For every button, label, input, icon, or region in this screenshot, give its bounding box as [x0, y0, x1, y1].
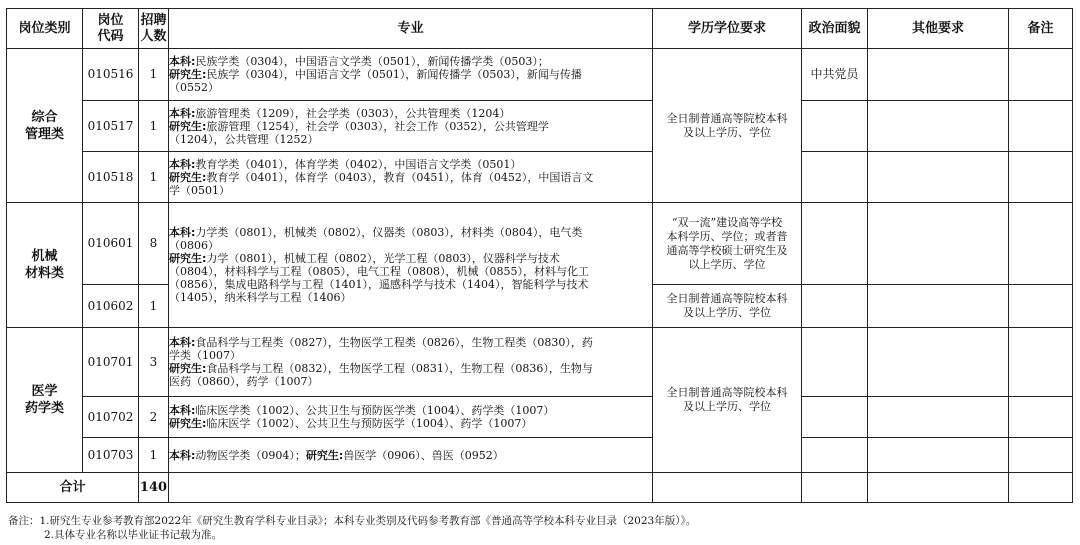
- undergrad-label: 本科:: [169, 404, 196, 417]
- header-count-line1: 招聘: [140, 12, 167, 28]
- other-requirement: [868, 397, 1009, 438]
- major-line: [169, 107, 652, 120]
- header-remark: 备注: [1009, 9, 1073, 49]
- grad-label: 研究生:: [169, 417, 207, 430]
- grad-label: 研究生:: [169, 252, 207, 265]
- total-value: 140: [139, 473, 169, 503]
- major-text: （1405），纳米科学与工程（1406）: [169, 291, 352, 304]
- undergrad-label: 本科:: [169, 55, 196, 68]
- header-count-line2: 人数: [140, 28, 167, 44]
- header-other: 其他要求: [868, 9, 1009, 49]
- table-row: [7, 49, 1073, 101]
- major-text: 民族学类（0304），中国语言文学类（0501），新闻传播学类（0503）；: [195, 55, 549, 68]
- education-line: 及以上学历、学位: [683, 125, 771, 139]
- remark-cell: [1009, 49, 1073, 101]
- footnote-1: 备注：1.研究生专业参考教育部2022年《研究生教育学科专业目录》；本科专业类别及代码参考教育部《普通高等学校本科专业目录（2023年版）》。: [8, 515, 697, 527]
- education-line: 及以上学历、学位: [683, 400, 771, 413]
- recruit-count: 1: [139, 49, 169, 101]
- header-education: 学历学位要求: [653, 9, 802, 49]
- major-text: 兽医学（0906）、兽医（0952）: [343, 448, 504, 462]
- header-political: 政治面貌: [802, 9, 868, 49]
- category-line1: 综合: [31, 109, 58, 125]
- major-text: 医药（0860），药学（1007）: [169, 375, 319, 388]
- position-code: 010601: [83, 203, 139, 285]
- category-line2: 管理类: [24, 126, 64, 142]
- position-code: 010517: [83, 101, 139, 152]
- major-line: [169, 120, 652, 133]
- education-line: 通高等学校硕士研究生及: [666, 243, 788, 257]
- remark-cell: [1009, 328, 1073, 397]
- category-line2: 药学类: [24, 401, 64, 416]
- major-line: [169, 449, 652, 462]
- major-line: [169, 171, 652, 184]
- header-count: [139, 9, 169, 49]
- other-requirement: [868, 438, 1009, 473]
- major-text: 力学（0801），机械工程（0802），光学工程（0803），仪器科学与技术: [206, 252, 560, 265]
- political-status: [802, 397, 868, 438]
- major-cell: [169, 397, 653, 438]
- total-other: [868, 473, 1009, 503]
- education-requirement: [653, 203, 802, 285]
- position-code: 010703: [83, 438, 139, 473]
- undergrad-label: 本科:: [169, 448, 196, 462]
- remark-cell: [1009, 101, 1073, 152]
- major-text: 临床医学（1002）、公共卫生与预防医学（1004）、药学（1007）: [206, 417, 533, 430]
- category-medicine-pharmacy: [7, 328, 83, 473]
- table-row: [7, 328, 1073, 397]
- category-line1: 机械: [31, 249, 58, 264]
- position-code: 010518: [83, 152, 139, 203]
- major-text: 民族学（0304），中国语言文学（0501），新闻传播学（0503），新闻与传播: [206, 68, 582, 81]
- table-row: [7, 152, 1073, 203]
- major-text: （0806）: [169, 239, 219, 252]
- major-line: [169, 55, 652, 68]
- major-line: [169, 417, 652, 430]
- header-category: 岗位类别: [7, 9, 83, 49]
- remark-cell: [1009, 152, 1073, 203]
- header-major: 专业: [169, 9, 653, 49]
- education-line: 全日制普通高等院校本科: [666, 292, 788, 305]
- major-text: 力学类（0801），机械类（0802），仪器类（0803），材料类（0804），电气类: [195, 226, 583, 239]
- major-text: （0856），集成电路科学与工程（1401），遥感科学与技术（1404），智能科学与技术: [169, 278, 589, 291]
- political-status: 中共党员: [802, 49, 868, 101]
- other-requirement: [868, 49, 1009, 101]
- remark-cell: [1009, 397, 1073, 438]
- major-text: 学类（1007）: [169, 349, 241, 362]
- major-text: （1204），公共管理（1252）: [169, 132, 319, 146]
- major-cell: [169, 438, 653, 473]
- major-text: 食品科学与工程类（0827），生物医学工程类（0826），生物工程类（0830），药: [195, 336, 593, 349]
- position-code: 010702: [83, 397, 139, 438]
- category-general-management: [7, 49, 83, 203]
- education-line: “双一流”建设高等学校: [671, 215, 783, 229]
- major-text: 旅游管理（1254），社会学（0303），社会工作（0352），公共管理学: [206, 119, 549, 133]
- other-requirement: [868, 328, 1009, 397]
- major-text: 临床医学类（1002）、公共卫生与预防医学类（1004）、药学类（1007）: [195, 404, 555, 417]
- header-code-line1: 岗位: [97, 12, 124, 28]
- recruit-count: 1: [139, 438, 169, 473]
- total-label: 合计: [7, 473, 139, 503]
- recruitment-table: [6, 8, 1073, 503]
- political-status: [802, 438, 868, 473]
- undergrad-label: 本科:: [169, 226, 196, 239]
- education-line: 及以上学历、学位: [683, 306, 771, 319]
- recruit-count: 1: [139, 152, 169, 203]
- political-status: [802, 203, 868, 285]
- major-line: [169, 336, 652, 349]
- total-major: [169, 473, 653, 503]
- undergrad-label: 本科:: [169, 106, 196, 120]
- other-requirement: [868, 203, 1009, 285]
- undergrad-label: 本科:: [169, 336, 196, 349]
- other-requirement: [868, 101, 1009, 152]
- grad-label: 研究生:: [169, 68, 207, 81]
- grad-label: 研究生:: [169, 170, 207, 184]
- remark-cell: [1009, 438, 1073, 473]
- grad-label: 研究生:: [169, 119, 207, 133]
- major-cell: [169, 203, 653, 328]
- remark-cell: [1009, 285, 1073, 328]
- table-row: [7, 101, 1073, 152]
- major-line: [169, 252, 652, 265]
- education-line: 以上学历、学位: [688, 257, 766, 271]
- major-cell: [169, 152, 653, 203]
- total-remark: [1009, 473, 1073, 503]
- category-line2: 材料类: [24, 266, 64, 281]
- remark-cell: [1009, 203, 1073, 285]
- footnote-2: 2.具体专业名称以毕业证书记载为准。: [44, 529, 223, 541]
- recruit-count: 8: [139, 203, 169, 285]
- other-requirement: [868, 285, 1009, 328]
- undergrad-label: 本科:: [169, 157, 196, 171]
- recruit-count: 3: [139, 328, 169, 397]
- grad-label: 研究生:: [305, 448, 344, 462]
- major-line: [169, 68, 652, 81]
- major-line: [169, 362, 652, 375]
- major-text: （0804），材料科学与工程（0805），电气工程（0808），机械（0855），材料与化工: [169, 265, 589, 278]
- table-row: [7, 203, 1073, 285]
- grad-label: 研究生:: [169, 362, 207, 375]
- major-text: 教育学（0401），体育学（0403），教育（0451），体育（0452），中国语言文: [206, 170, 594, 184]
- education-requirement: [653, 328, 802, 473]
- header-code-line2: 代码: [97, 28, 124, 44]
- position-code: 010516: [83, 49, 139, 101]
- category-line1: 医学: [31, 384, 58, 399]
- education-line: 全日制普通高等院校本科: [666, 386, 788, 399]
- other-requirement: [868, 152, 1009, 203]
- total-row: [7, 473, 1073, 503]
- major-text: （0552）: [169, 81, 219, 94]
- recruit-count: 1: [139, 101, 169, 152]
- major-text: 教育学类（0401），体育学类（0402），中国语言文学类（0501）: [195, 157, 522, 171]
- major-line: [169, 404, 652, 417]
- table-row: [7, 397, 1073, 438]
- header-row: [7, 9, 1073, 49]
- education-requirement: [653, 49, 802, 203]
- political-status: [802, 285, 868, 328]
- header-code: [83, 9, 139, 49]
- position-code: 010701: [83, 328, 139, 397]
- major-text: 动物医学类（0904）；: [195, 448, 306, 462]
- recruit-count: 2: [139, 397, 169, 438]
- total-political: [802, 473, 868, 503]
- recruit-count: 1: [139, 285, 169, 328]
- major-cell: [169, 49, 653, 101]
- position-code: 010602: [83, 285, 139, 328]
- political-status: [802, 328, 868, 397]
- major-text: 食品科学与工程（0832），生物医学工程（0831），生物工程（0836），生物与: [206, 362, 593, 375]
- major-text: 学（0501）: [169, 183, 230, 197]
- political-status: [802, 152, 868, 203]
- footnotes: [8, 514, 696, 542]
- political-status: [802, 101, 868, 152]
- major-cell: [169, 328, 653, 397]
- total-education: [653, 473, 802, 503]
- major-line: [169, 226, 652, 239]
- education-line: 本科学历、学位；或者普: [666, 229, 788, 243]
- major-text: 旅游管理类（1209），社会学类（0303），公共管理类（1204）: [195, 106, 511, 120]
- education-requirement: [653, 285, 802, 328]
- table-row: [7, 438, 1073, 473]
- education-line: 全日制普通高等院校本科: [666, 111, 788, 125]
- major-cell: [169, 101, 653, 152]
- category-mechanical-materials: [7, 203, 83, 328]
- major-line: [169, 158, 652, 171]
